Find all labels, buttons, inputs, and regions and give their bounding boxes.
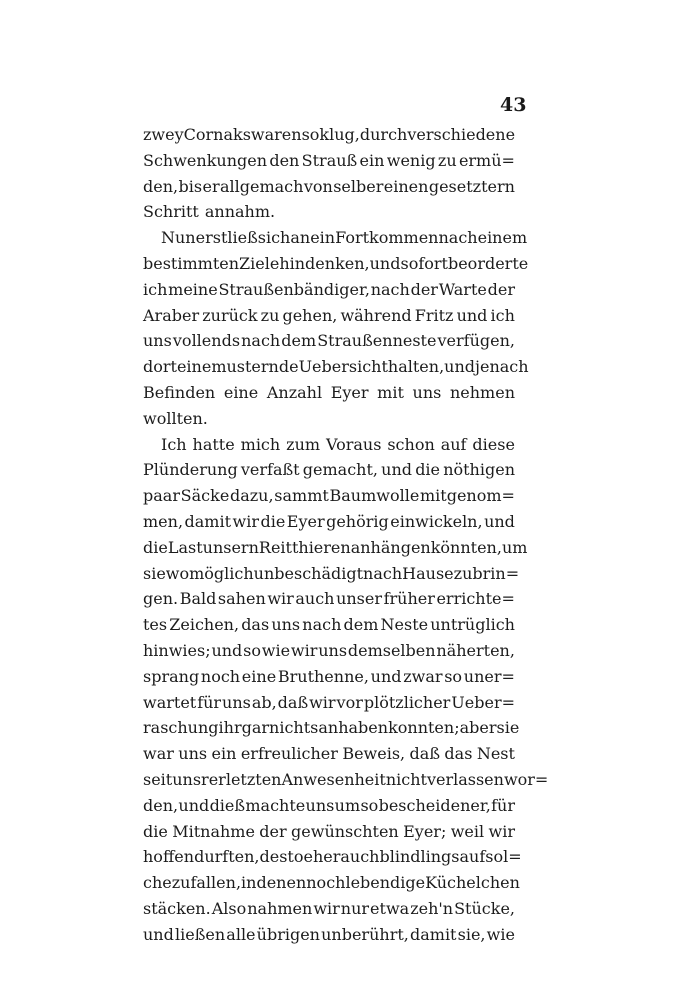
text-line: hoffen durften, desto eher auch blindlings auf sol=	[143, 847, 522, 867]
text-line: Ich hatte mich zum Voraus schon auf diese	[161, 434, 515, 454]
text-line: und ließen alle übrigen unberührt, damit sie, wie	[143, 924, 515, 944]
text-line: tes Zeichen, das uns nach dem Neste untrüglich	[143, 615, 515, 635]
text-line: den, und dieß machte uns um so bescheidener, für	[143, 795, 515, 815]
text-line: bestimmten Ziele hin denken, und sofort beorderte	[143, 253, 529, 273]
text-line: Nun erst ließ sich an ein Fortkommen nach einem	[161, 228, 528, 248]
text-line: seit unsrer letzten Anwesenheit nicht verlassen wor=	[143, 769, 549, 789]
text-line: che zu fallen, in denen noch lebendige Küchelchen	[143, 873, 520, 893]
text-line: wartet für uns ab, daß wir vor plötzlicher Ueber=	[143, 692, 515, 712]
text-line: die Mitnahme der gewünschten Eyer; weil wir	[143, 821, 515, 841]
text-line: stäcken. Also nahmen wir nur etwa zeh'n Stücke,	[143, 898, 515, 918]
text-line: Befinden eine Anzahl Eyer mit uns nehmen	[143, 382, 515, 402]
text-line: ich meine Straußenbändiger, nach der Warte der	[143, 279, 515, 299]
text-line: Schwenkungen den Strauß ein wenig zu ermü=	[143, 150, 515, 170]
text-line: gen. Bald sahen wir auch unser früher errichte=	[143, 589, 515, 609]
text-line: Schritt annahm.	[143, 202, 276, 222]
text-line: war uns ein erfreulicher Beweis, daß das Nest	[143, 744, 515, 764]
text-line: sie wo möglich unbeschädigt nach Hause zu brin=	[143, 563, 520, 583]
text-line: den, bis er allgemach von selber einen gesetztern	[143, 176, 515, 196]
text-line: paar Säcke dazu, sammt Baumwolle mitgenom=	[143, 486, 515, 506]
text-line: dort eine musternde Uebersicht halten, und je nach	[143, 357, 529, 377]
text-line: die Last unsern Reitthieren anhängen könnten, um	[143, 537, 528, 557]
text-line: Plünderung verfaßt gemacht, und die nöthigen	[143, 460, 515, 480]
text-line: wollten.	[143, 408, 208, 428]
page-number: 43	[500, 94, 527, 116]
text-line: uns vollends nach dem Straußenneste verfügen,	[143, 331, 515, 351]
text-line: raschung ihr gar nichts anhaben konnten; aber sie	[143, 718, 520, 738]
body-text	[143, 122, 549, 948]
text-line: Araber zurück zu gehen, während Fritz und ich	[143, 305, 515, 325]
text-line: men, damit wir die Eyer gehörig einwickeln, und	[143, 511, 515, 531]
text-line: hinwies; und so wie wir uns demselben näherten,	[143, 640, 515, 660]
text-line: sprang noch eine Bruthenne, und zwar so uner=	[143, 666, 515, 686]
text-line: zwey Cornaks waren so klug, durch verschiedene	[143, 125, 516, 144]
